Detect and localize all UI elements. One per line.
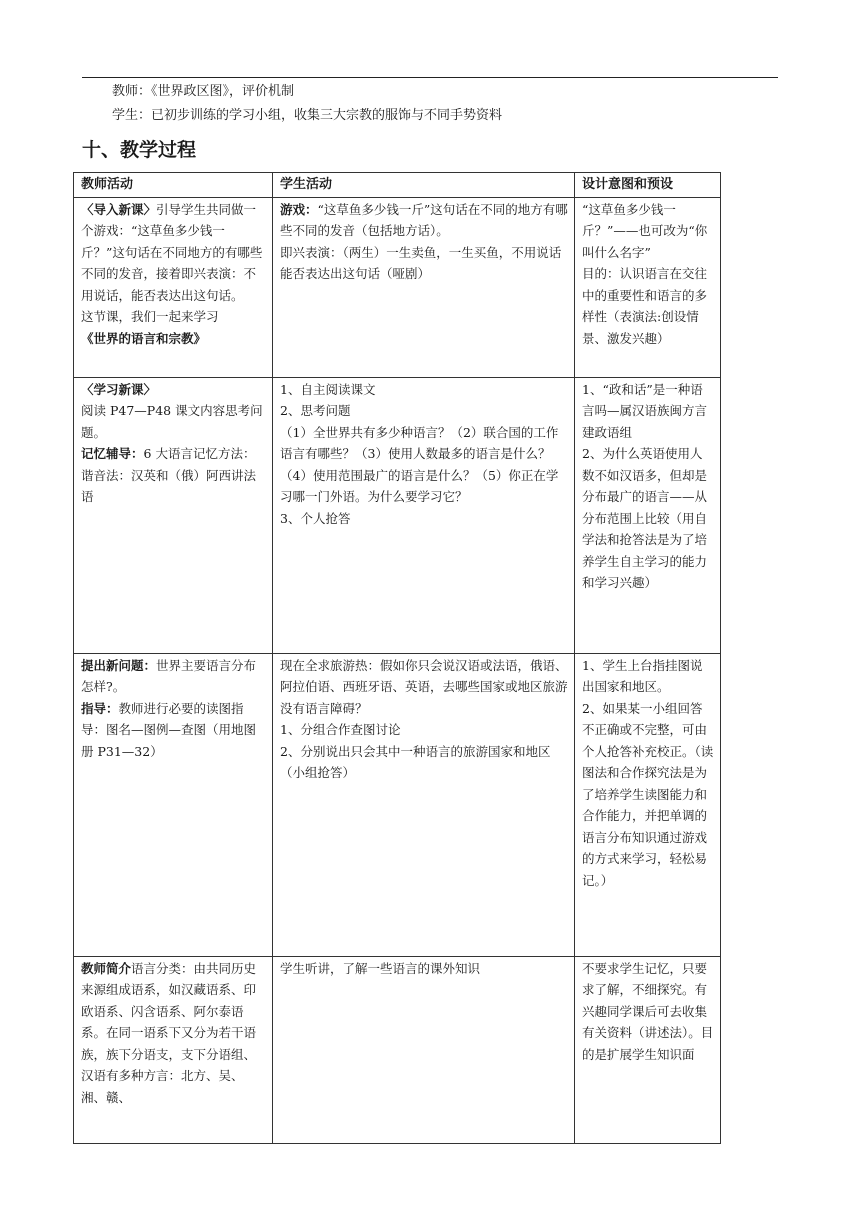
teaching-process-table [73, 172, 721, 1144]
header-design-intent: 设计意图和预设 [575, 173, 721, 198]
teacher-activity-cell [74, 377, 273, 653]
cell-text: 1、学生上台指挂图说出国家和地区。 [582, 657, 703, 694]
teacher-preparation: 教师：《世界政区图》，评价机制 [112, 84, 295, 99]
cell-text: 语言分类：由共同历史来源组成语系，如汉藏语系、印欧语系、闪含语系、阿尔泰语系。在同一语系下又分为若干语族，族下分语支，支下分语组、汉语有多种方言：北方、吴、湘、赣、 [81, 960, 257, 1105]
cell-text: 1、“政和话”是一种语言吗—属汉语族闽方言建政语组 [582, 381, 708, 440]
cell-text: 这节课，我们一起来学习 [81, 309, 219, 324]
student-activity-cell [273, 956, 575, 1143]
table-row [74, 653, 721, 956]
lesson-title: 《世界的语言和宗教》 [81, 330, 207, 346]
cell-text: 目的：认识语言在交往中的重要性和语言的多样性（表演法:创设情景、激发兴趣） [582, 266, 708, 346]
cell-text: （1）全世界共有多少种语言？（2）联合国的工作语言有哪些？（3）使用人数最多的语言是什么？（4）使用范围最广的语言是什么？（5）你正在学习哪一门外语。为什么要学习它？ [280, 424, 559, 504]
cell-text: 3、个人抢答 [280, 510, 351, 526]
table-row [74, 197, 721, 377]
design-intent-cell [575, 377, 721, 653]
header-teacher-activity: 教师活动 [74, 173, 273, 198]
student-activity-cell [273, 653, 575, 956]
table-row [74, 956, 721, 1143]
cell-text: 1、自主阅读课文 [280, 381, 376, 397]
section-label: 〈学习新课〉 [81, 381, 157, 397]
student-preparation: 学生：已初步训练的学习小组，收集三大宗教的服饰与不同手势资料 [112, 108, 503, 123]
cell-text: 即兴表演：（两生）一生卖鱼，一生买鱼，不用说话能否表达出这句话（哑剧） [280, 244, 562, 281]
cell-text: 2、分别说出只会其中一种语言的旅游国家和地区（小组抢答） [280, 743, 551, 780]
teacher-activity-cell [74, 197, 273, 377]
cell-text: 2、思考问题 [280, 403, 351, 418]
table-header-row [74, 173, 721, 198]
design-intent-cell [575, 197, 721, 377]
table-row [74, 377, 721, 653]
cell-text: “这草鱼多少钱一斤？”——也可改为“你叫什么名字” [582, 201, 708, 260]
cell-text: 阅读 P47—P48 课文内容思考问题。 [81, 403, 263, 440]
teacher-activity-cell [74, 653, 273, 956]
section-label: 教师简介 [81, 960, 132, 976]
cell-text: 2、为什么英语使用人数不如汉语多，但却是分布最广的语言——从分布范围上比较（用自学法和抢答法是为了培养学生自主学习的能力和学习兴趣） [582, 446, 708, 590]
cell-text: 2、如果某一小组回答不正确或不完整，可由个人抢答补充校正。（读图法和合作探究法是为了培养学生读图能力和合作能力，并把单调的语言分布知识通过游戏的方式来学习，轻松易记。） [582, 700, 714, 888]
section-label: 记忆辅导： [81, 446, 144, 461]
cell-text: 6 大语言记忆方法：谐音法：汉英和（俄）阿西讲法语 [81, 446, 257, 504]
cell-text: 世界主要语言分布怎样?。 [81, 657, 257, 694]
top-rule [82, 77, 778, 78]
cell-text: 现在全求旅游热：假如你只会说汉语或法语，俄语、阿拉伯语、西班牙语、英语，去哪些国家或地区旅游没有语言障碍？ [280, 657, 568, 716]
teacher-activity-cell [74, 956, 273, 1143]
section-label: 提出新问题： [81, 657, 157, 673]
cell-text: 1、分组合作查图讨论 [280, 722, 401, 737]
section-label: 〈导入新课〉 [81, 201, 157, 217]
design-intent-cell [575, 653, 721, 956]
cell-text: 教师进行必要的读图指导：图名—图例—查图（用地图册 P31—32） [81, 700, 257, 759]
cell-text: 引导学生共同做一个游戏：“这草鱼多少钱一斤？”这句话在不同地方的有哪些不同的发音，接着即兴表演：不用说话，能否表达出这句话。 [81, 201, 263, 303]
cell-text: 学生听讲，了解一些语言的课外知识 [280, 960, 481, 976]
section-title: 十、教学过程 [82, 139, 197, 161]
student-activity-cell [273, 197, 575, 377]
section-label: 游戏： [280, 201, 318, 217]
cell-text: 不要求学生记忆，只要求了解，不细探究。有兴趣同学课后可去收集有关资料（讲述法）。目的是扩展学生知识面 [582, 960, 714, 1062]
cell-text: “这草鱼多少钱一斤”这句话在不同的地方有哪些不同的发音（包括地方话）。 [280, 201, 568, 238]
design-intent-cell [575, 956, 721, 1143]
student-activity-cell [273, 377, 575, 653]
header-student-activity: 学生活动 [273, 173, 575, 198]
section-label: 指导： [81, 700, 119, 716]
